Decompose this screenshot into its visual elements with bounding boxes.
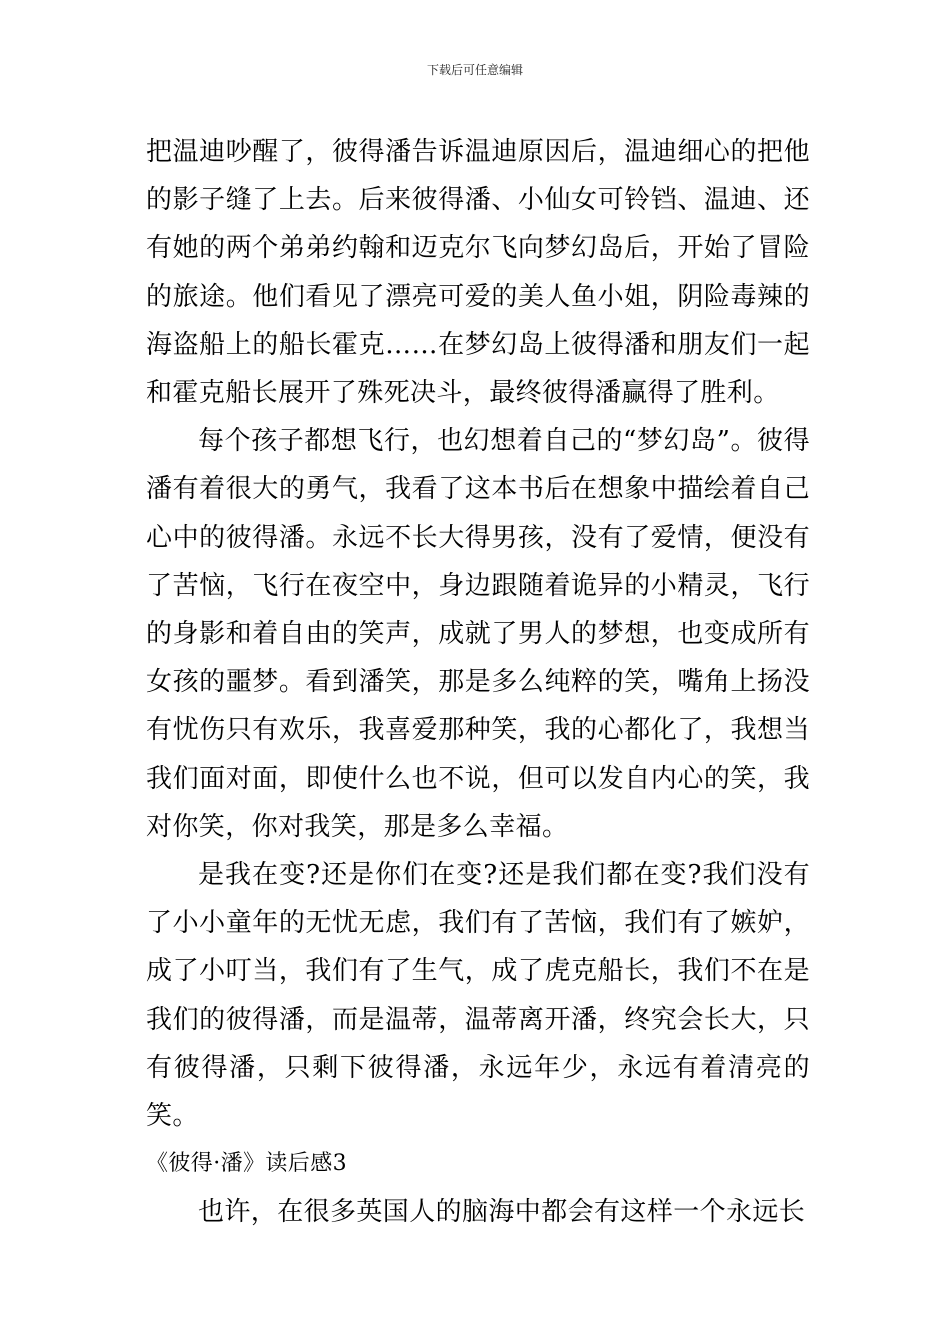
document-body (146, 128, 810, 1237)
paragraph-continuation: 把温迪吵醒了，彼得潘告诉温迪原因后，温迪细心的把他的影子缝了上去。后来彼得潘、小仙女可铃铛、温迪、还有她的两个弟弟约翰和迈克尔飞向梦幻岛后，开始了冒险的旅途。他们看见了漂亮可爱的美人鱼小姐，阴险毒辣的海盗船上的船长霍克……在梦幻岛上彼得潘和朋友们一起和霍克船长展开了殊死决斗，最终彼得潘赢得了胜利。 (146, 137, 810, 409)
paragraph-growing-up: 是我在变?还是你们在变?还是我们都在变?我们没有了小小童年的无忧无虑，我们有了苦恼，我们有了嫉妒，成了小叮当，我们有了生气，成了虎克船长，我们不在是我们的彼得潘，而是温蒂，温蒂离开潘，终究会长大，只有彼得潘，只剩下彼得潘，永远年少，永远有着清亮的笑。 (146, 860, 810, 1132)
page-header-note: 下载后可任意编辑 (426, 63, 523, 77)
paragraph-section-start: 也许，在很多英国人的脑海中都会有这样一个永远长 (198, 1197, 806, 1228)
section-title: 《彼得·潘》读后感3 (146, 1151, 347, 1177)
paragraph-flying-dream: 每个孩子都想飞行，也幻想着自己的“梦幻岛”。彼得潘有着很大的勇气，我看了这本书后在想象中描绘着自己心中的彼得潘。永远不长大得男孩，没有了爱情，便没有了苦恼，飞行在夜空中，身边跟随着诡异的小精灵，飞行的身影和着自由的笑声，成就了男人的梦想，也变成所有女孩的噩梦。看到潘笑，那是多么纯粹的笑，嘴角上扬没有忧伤只有欢乐，我喜爱那种笑，我的心都化了，我想当我们面对面，即使什么也不说，但可以发自内心的笑，我对你笑，你对我笑，那是多么幸福。 (146, 426, 810, 842)
